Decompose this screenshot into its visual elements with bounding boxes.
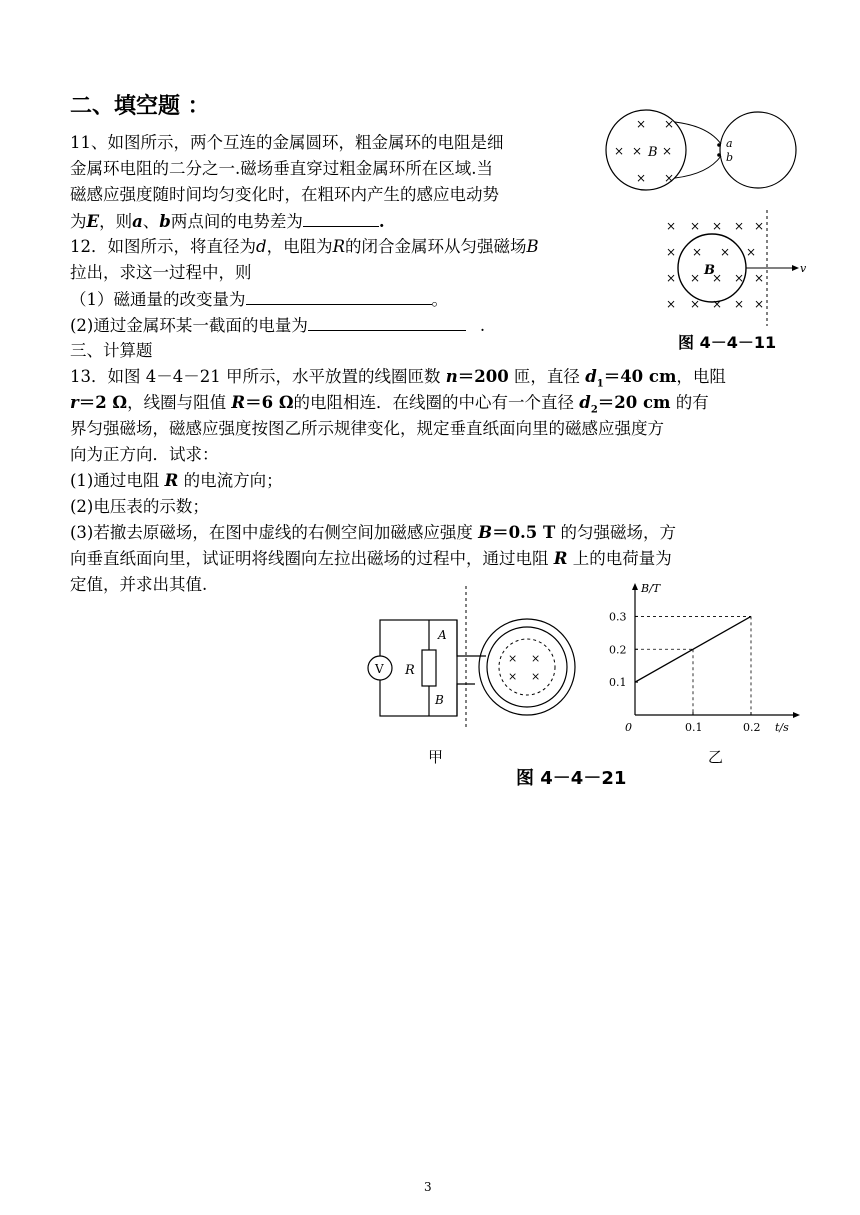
terminal-B-label: B	[435, 693, 444, 707]
x-tick-label: 0.2	[743, 721, 761, 734]
svg-text:×: ×	[754, 271, 765, 285]
x-tick-label: 0	[625, 721, 632, 734]
svg-text:×: ×	[666, 245, 677, 259]
svg-text:×: ×	[636, 171, 647, 185]
svg-text:×: ×	[662, 144, 673, 158]
svg-text:×: ×	[666, 297, 677, 311]
svg-text:×: ×	[614, 144, 625, 158]
series-line	[635, 616, 751, 682]
svg-text:×: ×	[734, 219, 745, 233]
q13-line-3: 界匀强磁场，磁感应强度按图乙所示规律变化，规定垂直纸面向里的磁感应强度方	[70, 419, 664, 438]
figure-caption-4-4-11: 图 4－4－11	[678, 333, 777, 352]
q13-line-4: 向为正方向．试求：	[70, 445, 219, 464]
q11-line-2: 金属环电阻的二分之一.磁场垂直穿过粗金属环所在区域.当	[70, 159, 493, 178]
q13-part-3-line-2: 向垂直纸面向里，试证明将线圈向左拉出磁场的过程中，通过电阻 R 上的电荷量为	[70, 549, 672, 568]
x-axis-label: t/s	[775, 721, 789, 734]
q12-sub-2: (2)通过金属环某一截面的电量为 .	[70, 316, 486, 335]
x-tick-label: 0.1	[685, 721, 703, 734]
svg-text:×: ×	[508, 670, 518, 683]
svg-text:×: ×	[666, 219, 677, 233]
q12-line-2: 拉出，求这一过程中，则	[70, 263, 252, 282]
svg-text:×: ×	[734, 271, 745, 285]
svg-text:×: ×	[531, 670, 541, 683]
svg-text:×: ×	[636, 117, 647, 131]
figure-label-jia: 甲	[428, 748, 444, 766]
ring-label-B: B	[648, 145, 658, 160]
x-axis-arrow	[793, 712, 800, 718]
svg-text:×: ×	[666, 271, 677, 285]
svg-text:×: ×	[754, 297, 765, 311]
y-axis-arrow	[632, 583, 638, 590]
svg-text:×: ×	[754, 219, 765, 233]
circuit-R-label: R	[405, 663, 415, 678]
svg-text:×: ×	[734, 297, 745, 311]
q13-line-1: 13．如图 4－4－21 甲所示，水平放置的线圈匝数 n＝200 匝，直径 $d_1=40$ cm，电阻	[70, 367, 726, 390]
svg-text:×: ×	[690, 219, 701, 233]
q12-answer-blank-2[interactable]	[308, 314, 466, 331]
svg-text:×: ×	[690, 297, 701, 311]
ring-label-B: B	[704, 263, 715, 278]
section-heading-fill-in: 二、填空题 ：	[70, 94, 210, 119]
field-crosses	[666, 219, 764, 311]
y-tick-label: 0.2	[609, 643, 627, 657]
figure-label-yi: 乙	[708, 748, 724, 766]
figure-connected-rings	[600, 100, 800, 200]
ring-label-a: a	[726, 137, 733, 150]
q13-part-3-line-1: (3)若撤去原磁场，在图中虚线的右侧空间加磁感应强度 B＝0.5 T 的匀强磁场，方	[70, 523, 677, 542]
svg-text:×: ×	[746, 245, 757, 259]
q11-answer-blank[interactable]	[303, 210, 379, 227]
q11-line-3: 磁感应强度随时间均匀变化时，在粗环内产生的感应电动势	[70, 185, 499, 204]
svg-text:×: ×	[690, 271, 701, 285]
svg-text:×: ×	[692, 245, 703, 259]
section-heading-calculation: 三、计算题	[70, 341, 153, 360]
svg-text:×: ×	[720, 245, 731, 259]
figure-4-4-21-bt-graph	[605, 580, 805, 740]
svg-text:×: ×	[632, 144, 643, 158]
q12-answer-blank-1[interactable]	[246, 288, 432, 305]
svg-text:×: ×	[712, 219, 723, 233]
voltmeter-label: V	[375, 662, 384, 676]
q12-line-1: 12．如图所示，将直径为d，电阻为R的闭合金属环从匀强磁场B	[70, 237, 539, 256]
circuit-field-crosses	[508, 652, 540, 683]
page-number: 3	[424, 1180, 432, 1194]
q11-line-1: 11、如图所示，两个互连的金属圆环，粗金属环的电阻是细	[70, 133, 504, 152]
ring-label-b: b	[726, 151, 734, 164]
figure-caption-4-4-21: 图 4－4－21	[516, 768, 627, 789]
velocity-label: v	[800, 262, 807, 275]
q13-line-2: r＝2 Ω，线圈与阻值 R＝6 Ω的电阻相连．在线圈的中心有一个直径 $d_2=20$ cm 的有	[70, 393, 709, 416]
ring-field-crosses	[614, 117, 674, 185]
svg-text:×: ×	[531, 652, 541, 665]
y-tick-label: 0.1	[609, 676, 627, 690]
terminal-A-label: A	[438, 628, 447, 642]
svg-text:×: ×	[712, 271, 723, 285]
q13-part-3-line-3: 定值，并求出其值.	[70, 575, 208, 594]
y-axis-label: B/T	[641, 582, 661, 595]
svg-text:×: ×	[508, 652, 518, 665]
q11-line-4: 为E，则a、b两点间的电势差为 .	[70, 212, 385, 231]
q12-sub-1: （1）磁通量的改变量为 。	[70, 290, 448, 309]
svg-text:×: ×	[664, 117, 675, 131]
figure-4-4-21-circuit	[365, 582, 595, 732]
y-tick-label: 0.3	[609, 610, 627, 624]
svg-text:×: ×	[664, 171, 675, 185]
figure-4-4-11	[660, 208, 810, 333]
q13-part-2: (2)电压表的示数；	[70, 497, 209, 516]
q13-part-1: (1)通过电阻 R 的电流方向；	[70, 471, 283, 490]
svg-text:×: ×	[712, 297, 723, 311]
